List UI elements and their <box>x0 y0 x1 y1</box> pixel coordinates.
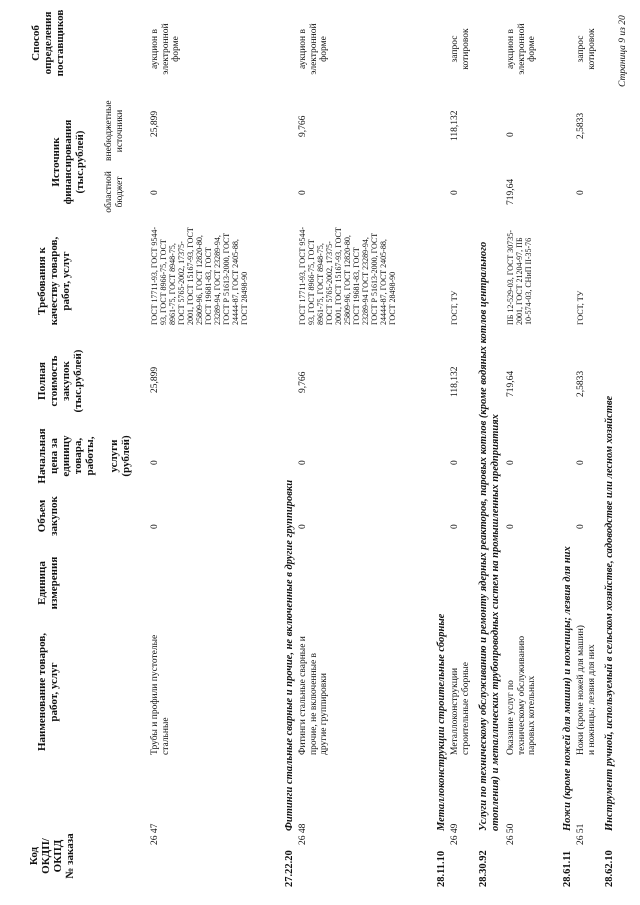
row-method: аукцион в электронной форме <box>506 23 538 75</box>
row-extra: 25,899 <box>150 110 160 137</box>
section-title: Металлоконструкции строительные сборные <box>436 613 447 831</box>
row-regional: 0 <box>298 190 308 195</box>
header-source: Источник финансирования (тыс.рублей) <box>50 119 86 205</box>
row-total: 9,766 <box>298 371 308 393</box>
header-source-extra: внебюджетные источники <box>104 100 125 161</box>
section-code: 27.22.20 <box>284 850 295 887</box>
row-extra: 118,132 <box>450 110 460 141</box>
header-requirements: Требования к качеству товаров, работ, услуг <box>36 236 72 326</box>
row-requirements: ПБ 12-529-03, ГОСТ 30735-2001, ГОСТ 21204-97, ПБ 10-574-03, СНиП II-35-76 <box>506 230 533 325</box>
header-total: Полная стоимость закупок (тыс.рублей) <box>36 349 84 413</box>
page-number: Страница 9 из 20 <box>618 15 628 87</box>
row-total: 2,5833 <box>576 370 586 397</box>
section-code: 28.30.92 <box>478 850 489 887</box>
row-volume: 0 <box>576 524 586 529</box>
row-code: 26 47 <box>150 823 160 845</box>
header-volume: Объем закупок <box>36 496 60 536</box>
section-code: 28.11.10 <box>436 850 447 887</box>
row-price: 0 <box>576 460 586 465</box>
header-name: Наименование товаров, работ, услуг <box>36 632 60 752</box>
section-title: Услуги по техническому обслуживанию и ремонту ядерных реакторов, паровых котлов (кроме водяных котлов центрального отопления) и металлических трубопроводных систем на промышленных предприятиях <box>478 241 501 831</box>
header-code <box>28 825 76 887</box>
header-code-line: ОКДП/ <box>40 838 52 874</box>
row-volume: 0 <box>150 524 160 529</box>
row-regional: 0 <box>150 190 160 195</box>
row-code: 26 51 <box>576 823 586 845</box>
row-regional: 719,64 <box>506 178 516 205</box>
row-name: Оказание услуг по техническому обслуживанию паровых котельных <box>506 635 538 755</box>
row-regional: 0 <box>576 190 586 195</box>
row-code: 26 50 <box>506 823 516 845</box>
row-volume: 0 <box>298 524 308 529</box>
row-name: Металлоконструкции строительные сборные <box>450 662 471 755</box>
section-title: Инструмент ручной, используемый в сельском хозяйстве, садоводстве или лесном хозяйстве <box>604 395 615 831</box>
row-price: 0 <box>506 460 516 465</box>
header-code-line: ОКПД <box>52 839 64 873</box>
section-title: Ножи (кроме ножей для машин) и ножницы; лезвия для них <box>562 546 573 831</box>
header-method: Способ определения поставщиков <box>30 9 66 77</box>
row-volume: 0 <box>450 524 460 529</box>
header-price <box>36 427 132 485</box>
row-extra: 9,766 <box>298 115 308 137</box>
row-code: 26 48 <box>298 823 308 845</box>
row-price: 0 <box>298 460 308 465</box>
row-name: Трубы и профили пустотелые стальные <box>150 634 171 755</box>
row-requirements: ГОСТ, ТУ <box>450 290 459 325</box>
row-total: 118,132 <box>450 366 460 397</box>
row-regional: 0 <box>450 190 460 195</box>
row-name: Фитинги стальные сварные и прочие, не включенные в другие группировки <box>298 636 330 755</box>
row-method: аукцион в электронной форме <box>150 23 182 75</box>
row-method: аукцион в электронной форме <box>298 23 330 75</box>
section-title: Фитинги стальные сварные и прочие, не включенные в другие группировки <box>284 479 295 831</box>
header-code-line: № заказа <box>64 833 76 879</box>
row-method: запрос котировок <box>450 28 471 70</box>
row-method: запрос котировок <box>576 28 597 70</box>
header-unit: Единица измерения <box>36 556 60 610</box>
row-extra: 2,5833 <box>576 112 586 139</box>
row-requirements: ГОСТ, ТУ <box>576 290 585 325</box>
row-volume: 0 <box>506 524 516 529</box>
header-price-text: Начальная цена за единицу товара, работы, <box>36 428 96 484</box>
row-code: 26 49 <box>450 823 460 845</box>
row-total: 719,64 <box>506 370 516 397</box>
row-extra: 0 <box>506 132 516 137</box>
header-code-line: Код <box>28 846 40 866</box>
section-code: 28.62.10 <box>604 850 615 887</box>
row-requirements: ГОСТ 17711-93, ГОСТ 9544-93, ГОСТ 8966-75, ГОСТ 8961-75, ГОСТ 8948-75, ГОСТ 5765-2002, 17375-2001, ГОСТ 15167-93, ГОСТ 25809-96, ГОСТ 12820-80, ГОСТ 19681-83, ГОСТ 23289-94, ГОСТ 23289-94, ГОСТ Р 51613-2000, ГОСТ 24444-87, ГОСТ 2405-88, ГОСТ 28498-90 <box>150 226 249 325</box>
row-requirements: ГОСТ 17711-93, ГОСТ 9544-93, ГОСТ 8966-75, ГОСТ 8961-75, ГОСТ 8948-75, ГОСТ 5765-2002, 17375-2001, ГОСТ 15167-93, ГОСТ 25809-96, ГОСТ 12820-80, ГОСТ 19681-83, ГОСТ 23289-94 ГОСТ 23289-94, ГОСТ Р 51613-2000, ГОСТ 24444-87, ГОСТ 2405-88, ГОСТ 28498-90 <box>298 226 397 325</box>
row-name: Ножи (кроме ножей для машин) и ножницы; лезвия для них <box>576 625 597 755</box>
row-price: 0 <box>150 460 160 465</box>
header-source-regional: областной бюджет <box>104 171 125 213</box>
section-code: 28.61.11 <box>562 850 573 887</box>
row-total: 25,899 <box>150 366 160 393</box>
header-price-sub: услуги (рублей) <box>108 435 132 477</box>
row-price: 0 <box>450 460 460 465</box>
